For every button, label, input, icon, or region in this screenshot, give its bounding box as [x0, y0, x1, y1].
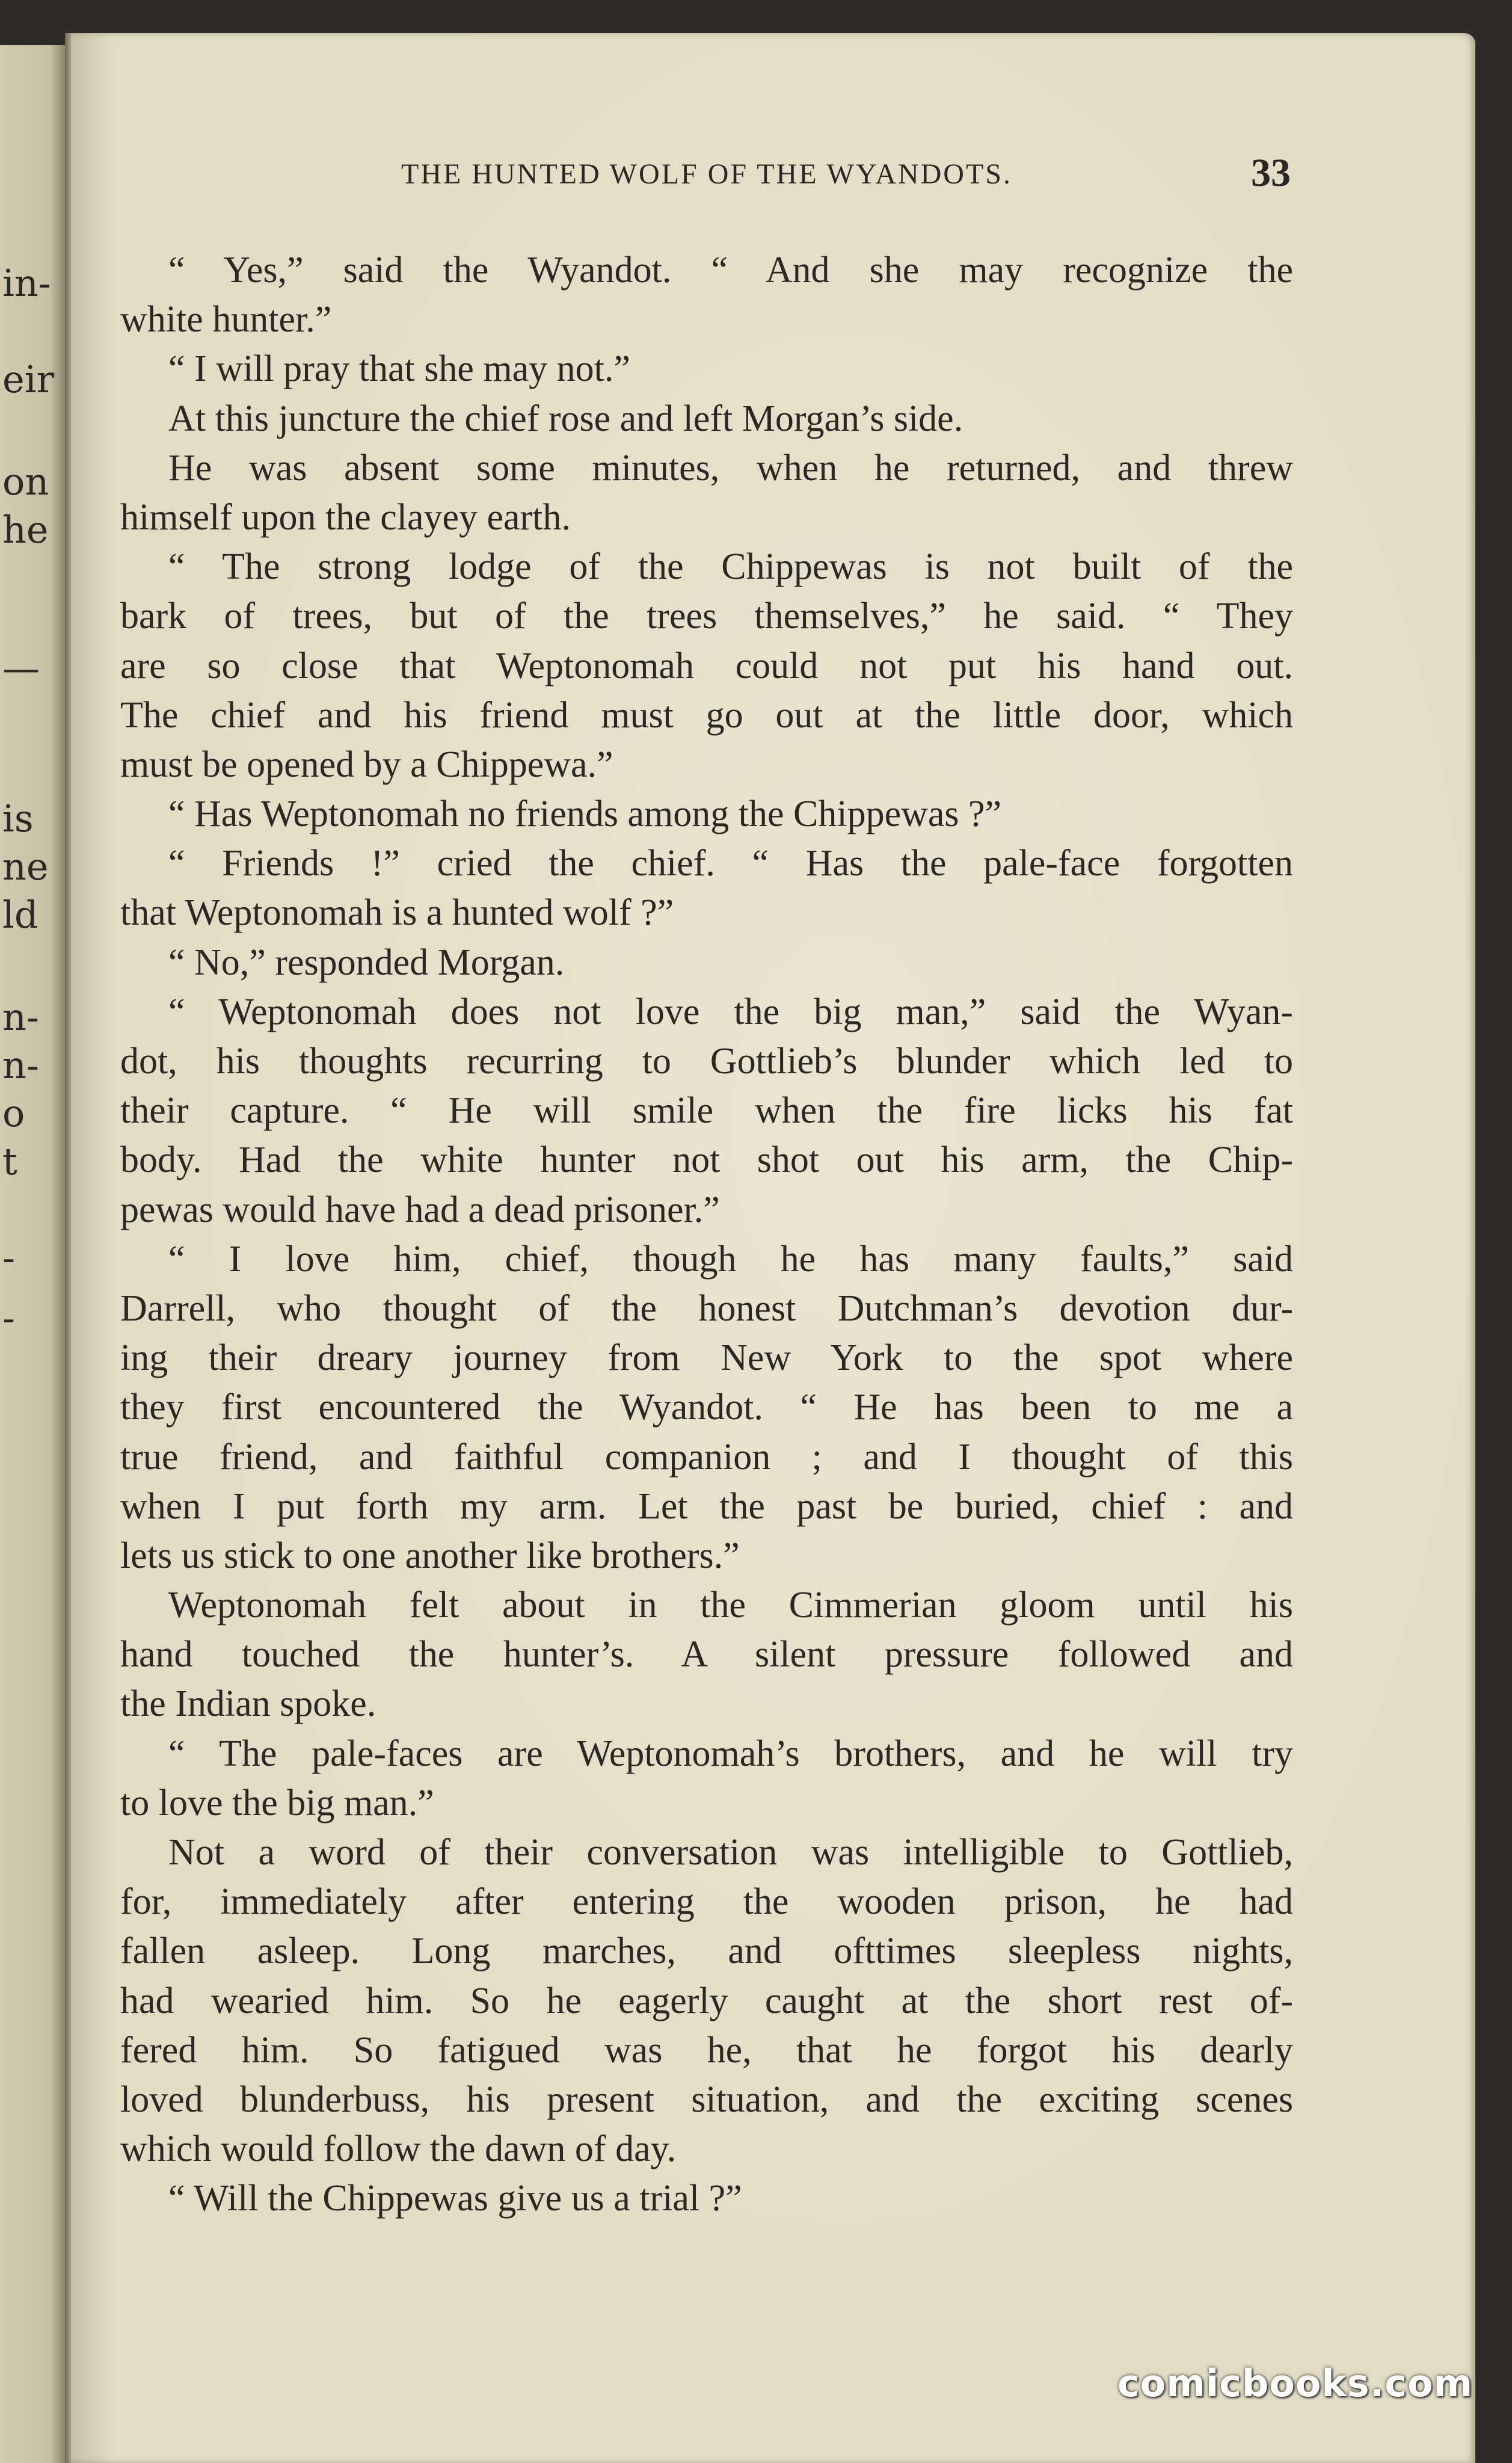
text-line: had wearied him. So he eagerly caught at the short rest of-	[120, 1980, 1293, 2021]
text-line: must be opened by a Chippewa.”	[120, 744, 613, 785]
facing-page-fragment: in-	[2, 261, 51, 305]
facing-page-fragment: —	[2, 646, 40, 690]
body-text	[120, 245, 1293, 2224]
text-line: “ The pale-faces are Weptonomah’s brothers, and he will try	[168, 1733, 1293, 1774]
text-line: Not a word of their conversation was intelligible to Gottlieb,	[168, 1832, 1293, 1873]
text-line: lets us stick to one another like brothers.”	[120, 1535, 740, 1576]
text-line: they first encountered the Wyandot. “ He has been to me a	[120, 1387, 1293, 1428]
facing-page-fragment: t	[2, 1139, 17, 1183]
text-line: “ I love him, chief, though he has many faults,” said	[168, 1238, 1293, 1280]
text-line: are so close that Weptonomah could not put his hand out.	[120, 645, 1293, 686]
text-line: “ Friends !” cried the chief. “ Has the pale-face forgotten	[168, 843, 1293, 884]
text-line: The chief and his friend must go out at the little door, which	[120, 694, 1293, 736]
text-line: white hunter.”	[120, 299, 332, 341]
text-line: for, immediately after entering the wooden prison, he had	[120, 1881, 1293, 1923]
text-line: to love the big man.”	[120, 1782, 434, 1823]
text-line: fered him. So fatigued was he, that he forgot his dearly	[120, 2029, 1293, 2071]
text-line: hand touched the hunter’s. A silent pressure followed and	[120, 1634, 1293, 1675]
facing-page-fragment: he	[2, 508, 49, 552]
text-line: Darrell, who thought of the honest Dutchman’s devotion dur-	[120, 1287, 1293, 1329]
text-line: “ The strong lodge of the Chippewas is not built of the	[168, 546, 1293, 588]
text-line: ing their dreary journey from New York to the spot where	[120, 1337, 1293, 1379]
text-line: pewas would have had a dead prisoner.”	[120, 1189, 720, 1230]
text-line: which would follow the dawn of day.	[120, 2129, 677, 2170]
running-head: THE HUNTED WOLF OF THE WYANDOTS.	[401, 158, 1012, 190]
text-line: “ Has Weptonomah no friends among the Chippewas ?”	[168, 794, 1002, 835]
text-line: “ I will pray that she may not.”	[168, 348, 630, 390]
facing-page-fragment: -	[2, 1296, 15, 1340]
text-line: when I put forth my arm. Let the past be buried, chief : and	[120, 1485, 1293, 1527]
text-line: body. Had the white hunter not shot out his arm, the Chip-	[120, 1139, 1293, 1181]
facing-page-fragment: n-	[2, 1043, 39, 1087]
text-line: their capture. “ He will smile when the fire licks his fat	[120, 1090, 1293, 1132]
facing-page-fragment: n-	[2, 995, 39, 1039]
text-line: At this juncture the chief rose and left Morgan’s side.	[168, 398, 963, 439]
facing-page-fragment: on	[2, 460, 49, 504]
text-line: “ No,” responded Morgan.	[168, 942, 565, 983]
text-line: the Indian spoke.	[120, 1683, 376, 1725]
page-number: 33	[1251, 151, 1291, 195]
text-line: fallen asleep. Long marches, and ofttimes sleepless nights,	[120, 1931, 1293, 1972]
facing-page-fragment: o	[2, 1091, 25, 1135]
facing-page-fragment: ne	[2, 845, 49, 889]
facing-page-fragment: -	[2, 1236, 15, 1280]
facing-page-fragment: ld	[2, 893, 38, 937]
watermark: comicbooks.com	[1117, 2361, 1474, 2405]
text-line: Weptonomah felt about in the Cimmerian gloom until his	[168, 1585, 1293, 1626]
text-line: himself upon the clayey earth.	[120, 496, 571, 538]
text-line: true friend, and faithful companion ; and I thought of this	[120, 1436, 1293, 1478]
facing-page-fragment: eir	[2, 357, 55, 401]
text-line: bark of trees, but of the trees themselves,” he said. “ They	[120, 596, 1293, 637]
text-line: dot, his thoughts recurring to Gottlieb’s blunder which led to	[120, 1041, 1293, 1082]
text-line: “ Yes,” said the Wyandot. “ And she may recognize the	[168, 250, 1293, 291]
text-line: “ Weptonomah does not love the big man,” said the Wyan-	[168, 991, 1293, 1032]
text-line: He was absent some minutes, when he returned, and threw	[168, 447, 1293, 489]
text-line: loved blunderbuss, his present situation, and the exciting scenes	[120, 2079, 1293, 2120]
facing-page-fragment: is	[2, 797, 34, 840]
text-line: “ Will the Chippewas give us a trial ?”	[168, 2178, 742, 2219]
text-line: that Weptonomah is a hunted wolf ?”	[120, 892, 674, 934]
